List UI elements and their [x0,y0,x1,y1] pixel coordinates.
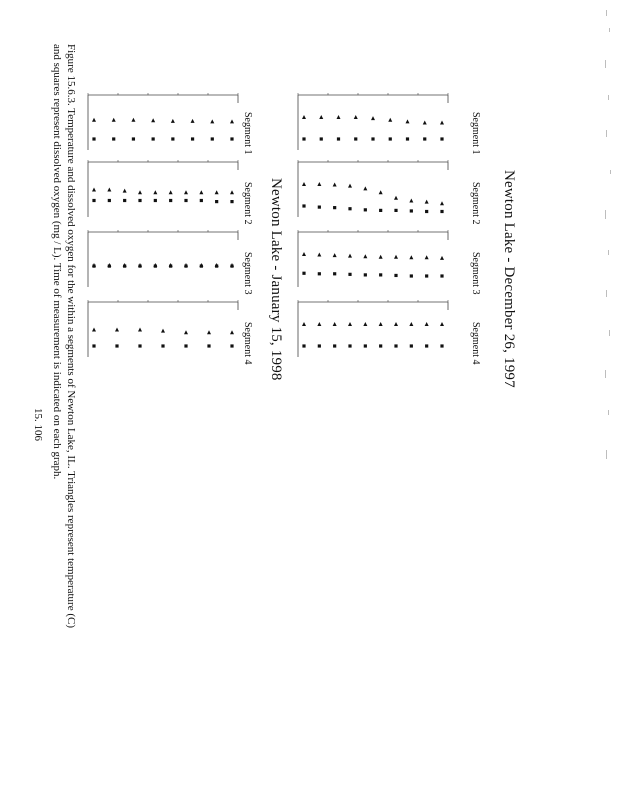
oxygen-point [348,344,351,347]
oxygen-point [394,344,397,347]
bottom-segment-1-label: Segment 1 [242,112,253,155]
temperature-point [425,255,429,259]
top-figure-title: Newton Lake - December 26, 1997 [501,170,517,388]
caption-line-1: Figure 15.6.3. Temperature and dissolved oxygen for the within a segments of Newton Lake, IL. Triangles represent temperature (C) [65,44,77,629]
oxygen-point [138,265,141,268]
temperature-point [425,322,429,326]
temperature-point [161,329,165,333]
oxygen-point [425,210,428,213]
temperature-point [348,254,352,258]
oxygen-point [371,137,374,140]
oxygen-point [184,265,187,268]
oxygen-point [364,208,367,211]
temperature-point [171,119,175,123]
oxygen-point [425,274,428,277]
profile-panel-3 [298,230,448,287]
temperature-point [409,322,413,326]
temperature-point [348,184,352,188]
temperature-point [317,253,321,257]
oxygen-point [184,199,187,202]
oxygen-point [423,137,426,140]
oxygen-point [302,272,305,275]
temperature-point [440,121,444,125]
oxygen-point [171,137,174,140]
caption-line-2: and squares represent dissolved oxygen (mg / L). Time of measurement is indicated on each graph. [51,44,63,480]
top-segment-3-label: Segment 3 [470,252,481,295]
oxygen-point [440,210,443,213]
oxygen-point [379,344,382,347]
oxygen-point [302,344,305,347]
temperature-point [230,119,234,123]
temperature-point [363,254,367,258]
temperature-point [199,190,203,194]
profile-panel-7 [88,230,238,287]
temperature-point [107,188,111,192]
temperature-point [440,256,444,260]
oxygen-point [92,137,95,140]
temperature-point [379,322,383,326]
temperature-point [363,322,367,326]
oxygen-point [92,199,95,202]
oxygen-point [230,265,233,268]
oxygen-point [394,209,397,212]
temperature-point [131,118,135,122]
oxygen-point [215,265,218,268]
oxygen-point [410,209,413,212]
bottom-segment-2-label: Segment 2 [242,182,253,225]
oxygen-point [200,199,203,202]
oxygen-point [379,273,382,276]
oxygen-point [108,199,111,202]
temperature-point [379,190,383,194]
oxygen-point [318,344,321,347]
temperature-point [302,322,306,326]
temperature-point [92,118,96,122]
temperature-point [319,115,323,119]
oxygen-point [440,344,443,347]
temperature-point [210,119,214,123]
oxygen-point [410,274,413,277]
temperature-point [317,322,321,326]
oxygen-point [169,199,172,202]
oxygen-point [230,344,233,347]
temperature-point [92,188,96,192]
oxygen-point [394,274,397,277]
oxygen-point [200,265,203,268]
oxygen-point [337,137,340,140]
temperature-point [348,322,352,326]
temperature-point [394,196,398,200]
oxygen-point [132,137,135,140]
bottom-figure-title: Newton Lake - January 15, 1998 [268,178,284,381]
oxygen-point [207,344,210,347]
temperature-point [440,201,444,205]
oxygen-point [154,265,157,268]
temperature-point [423,121,427,125]
temperature-point [302,182,306,186]
profile-panel-5 [88,93,238,150]
temperature-point [302,252,306,256]
oxygen-point [333,344,336,347]
temperature-point [317,182,321,186]
profile-panel-6 [88,160,238,217]
temperature-point [153,190,157,194]
temperature-point [230,190,234,194]
temperature-point [184,330,188,334]
oxygen-point [152,137,155,140]
temperature-point [333,183,337,187]
oxygen-point [169,265,172,268]
temperature-point [184,190,188,194]
oxygen-point [333,272,336,275]
temperature-point [138,328,142,332]
oxygen-point [123,199,126,202]
oxygen-point [123,265,126,268]
bottom-segment-3-label: Segment 3 [242,252,253,295]
temperature-point [409,255,413,259]
profile-panel-2 [298,160,448,217]
oxygen-point [161,344,164,347]
oxygen-point [138,344,141,347]
oxygen-point [379,209,382,212]
temperature-point [191,119,195,123]
temperature-point [379,255,383,259]
oxygen-point [302,204,305,207]
temperature-point [333,253,337,257]
temperature-point [92,328,96,332]
profile-panel-4 [298,300,448,357]
temperature-point [207,330,211,334]
oxygen-point [112,137,115,140]
oxygen-point [348,207,351,210]
oxygen-point [230,137,233,140]
oxygen-point [115,344,118,347]
temperature-point [215,190,219,194]
temperature-point [371,116,375,120]
oxygen-point [389,137,392,140]
temperature-point [440,322,444,326]
profile-panel-8 [88,300,238,357]
oxygen-point [318,272,321,275]
oxygen-point [215,200,218,203]
oxygen-point [92,344,95,347]
temperature-point [123,189,127,193]
top-segment-4-label: Segment 4 [470,322,481,365]
temperature-point [151,118,155,122]
oxygen-point [354,137,357,140]
top-segment-2-label: Segment 2 [470,182,481,225]
oxygen-point [191,137,194,140]
oxygen-point [184,344,187,347]
oxygen-point [318,206,321,209]
temperature-point [394,322,398,326]
bottom-segment-4-label: Segment 4 [242,322,253,365]
oxygen-point [348,273,351,276]
temperature-point [394,255,398,259]
oxygen-point [154,199,157,202]
temperature-point [354,115,358,119]
temperature-point [409,199,413,203]
oxygen-point [211,137,214,140]
oxygen-point [440,137,443,140]
temperature-point [363,186,367,190]
top-segment-1-label: Segment 1 [470,112,481,155]
page-number: 15. 106 [32,408,44,441]
oxygen-point [92,265,95,268]
temperature-point [230,330,234,334]
temperature-point [138,190,142,194]
oxygen-point [320,137,323,140]
oxygen-point [440,274,443,277]
temperature-point [337,115,341,119]
oxygen-point [364,344,367,347]
profile-panel-1 [298,93,448,150]
temperature-point [333,322,337,326]
oxygen-point [410,344,413,347]
temperature-point [425,200,429,204]
temperature-point [112,118,116,122]
temperature-point [115,328,119,332]
temperature-point [388,118,392,122]
temperature-point [169,190,173,194]
oxygen-point [108,265,111,268]
oxygen-point [333,206,336,209]
oxygen-point [302,137,305,140]
temperature-point [302,115,306,119]
temperature-point [406,119,410,123]
oxygen-point [230,200,233,203]
oxygen-point [406,137,409,140]
oxygen-point [138,199,141,202]
oxygen-point [364,273,367,276]
oxygen-point [425,344,428,347]
